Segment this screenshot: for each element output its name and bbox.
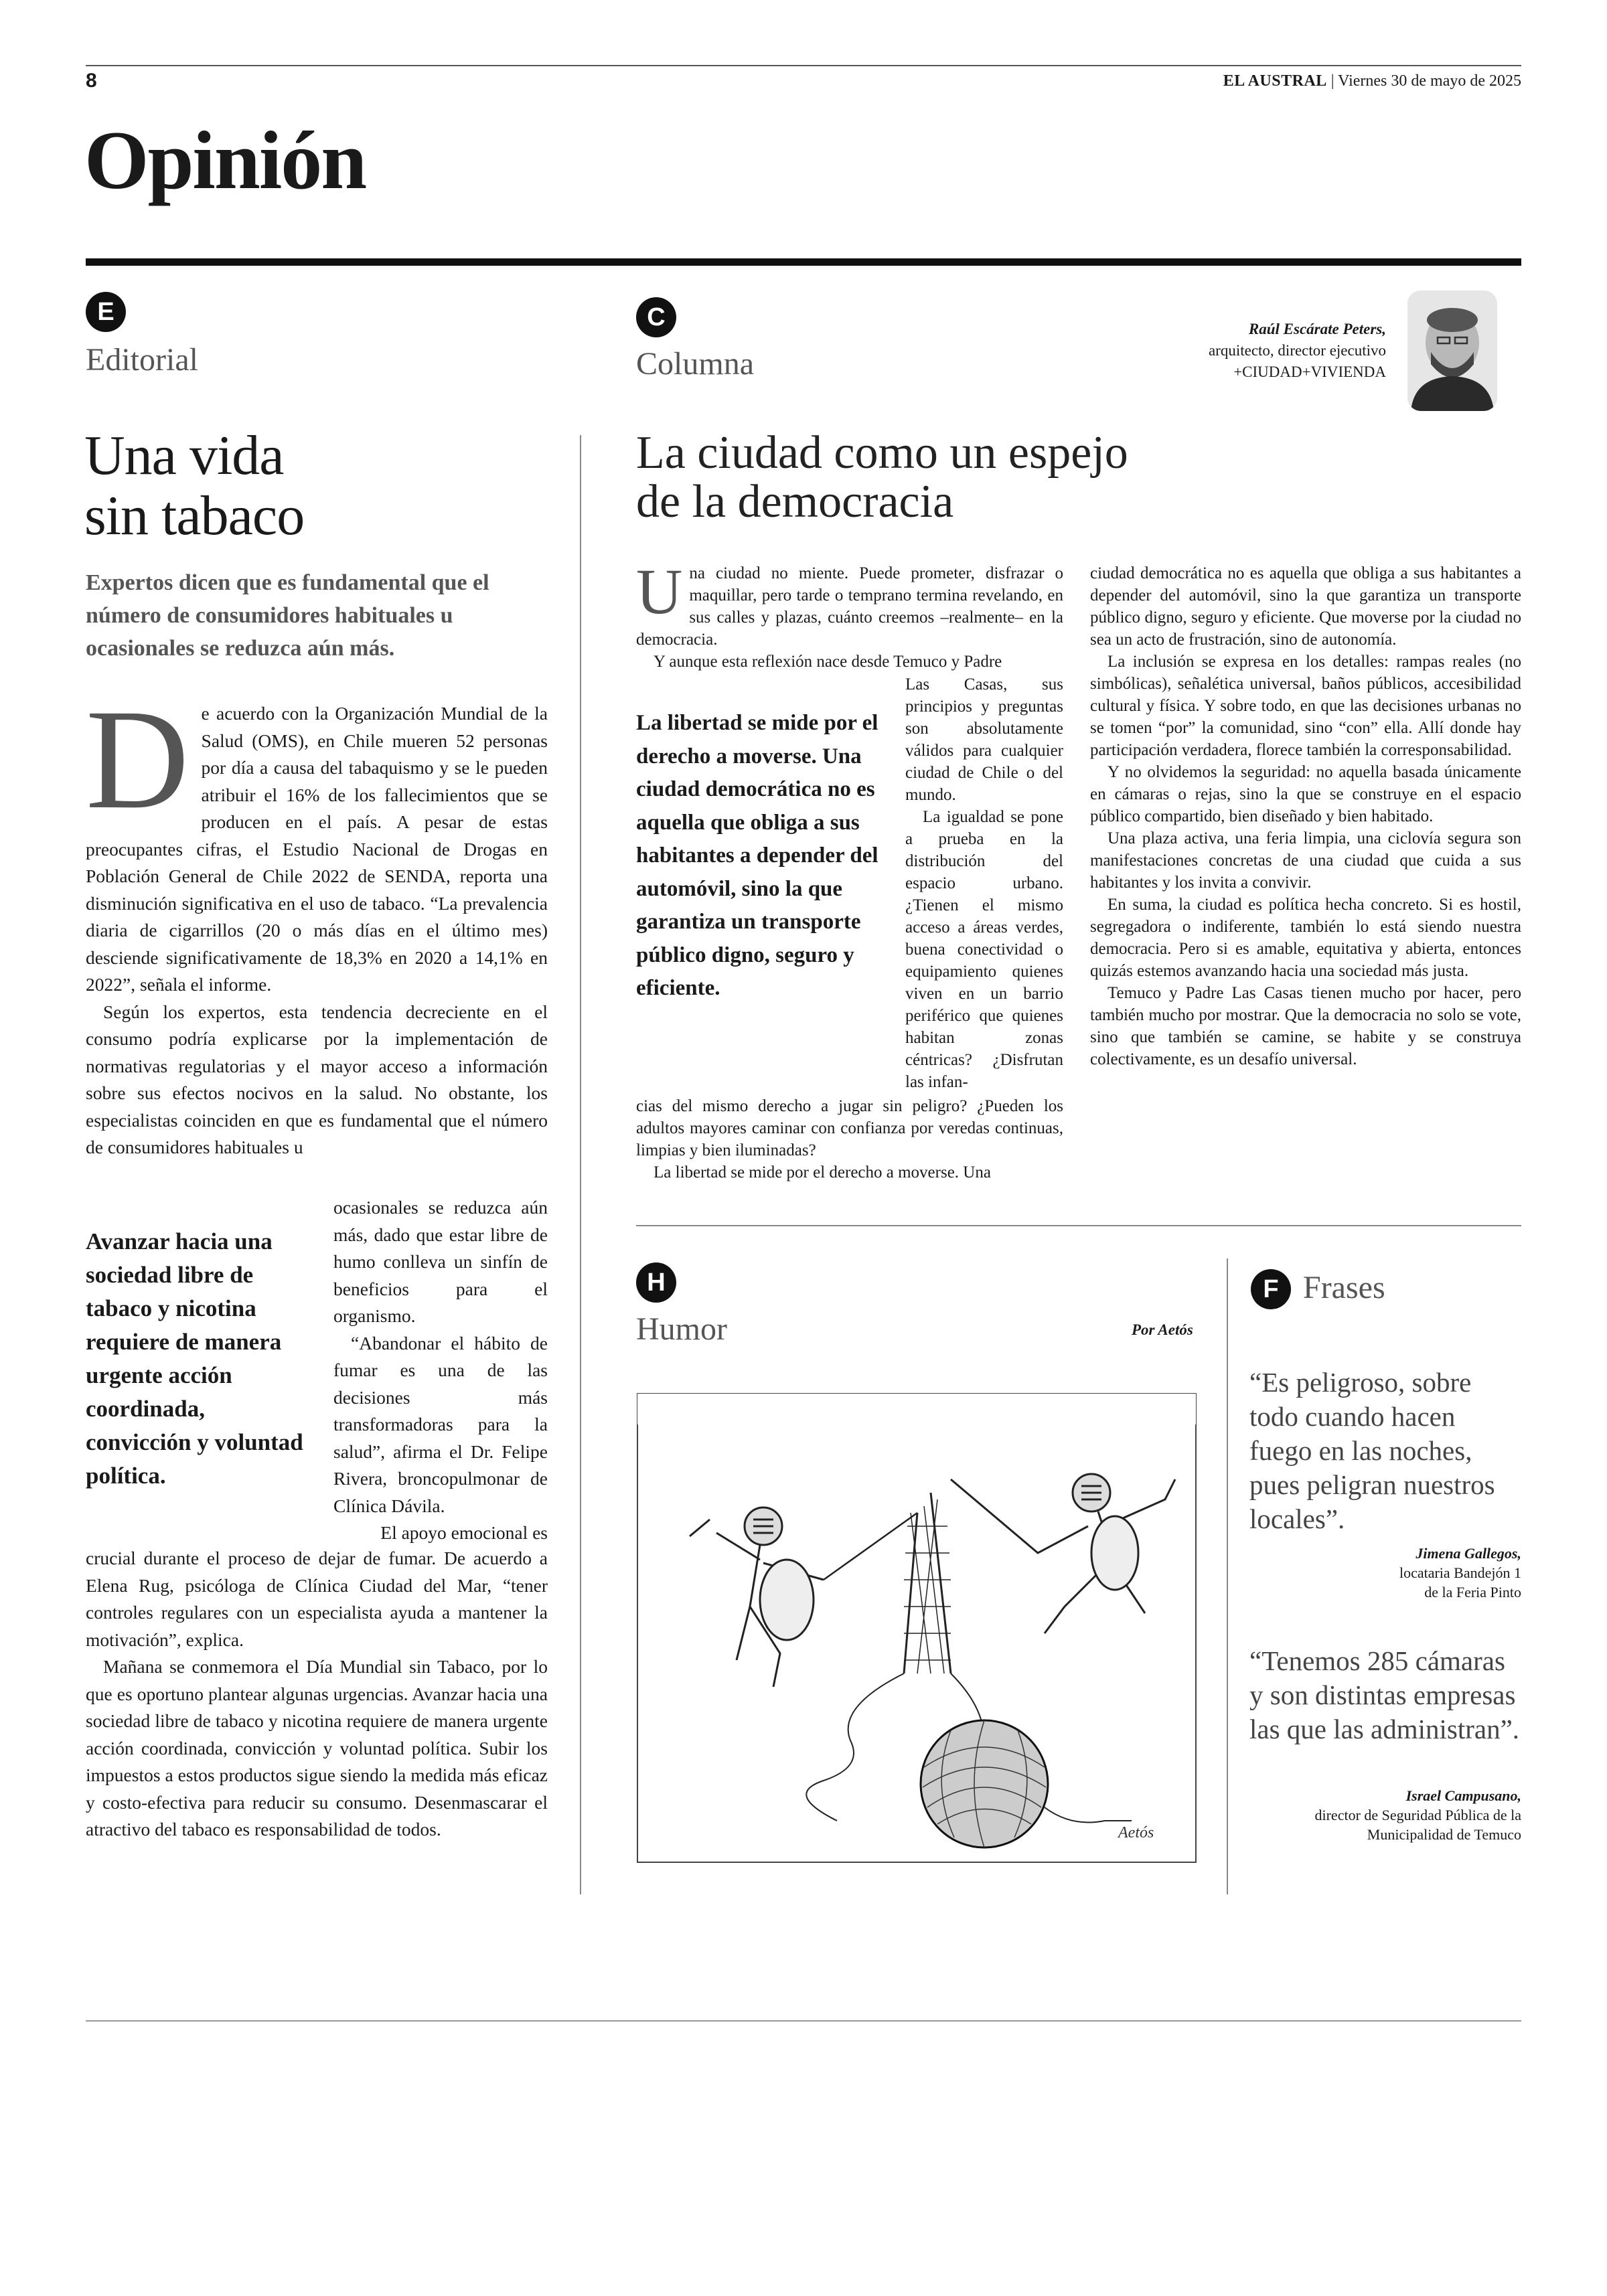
column-badge: C [636,297,676,337]
section-rule [86,258,1521,266]
humor-kicker: Humor [636,1311,727,1347]
page-bottom-rule [86,2020,1521,2022]
column-para9: Temuco y Padre Las Casas tienen mucho por hacer, pero también mucho por mostrar. Que la democracia no solo se vote, sino que también se camine, se habite y se construya colectivamente, es un desafío universal. [1090,984,1521,1068]
frases-quote1: “Es peligroso, sobre todo cuando hacen fuego en las noches, pues peligran nuestros locales”. [1249,1367,1495,1534]
column-body-b [636,1095,1063,1183]
editorial-badge: E [86,292,126,332]
column-para2: Y aunque esta reflexión nace desde Temuco y Padre [654,653,1002,671]
frases-badge: F [1251,1269,1291,1309]
column-para3-end: cias del mismo derecho a jugar sin peligro? ¿Pueden los adultos mayores caminar con confianza por veredas continuas, limpias y bien iluminadas? [636,1097,1063,1159]
frases-quote2: “Tenemos 285 cámaras y son distintas empresas las que las administran”. [1249,1645,1520,1744]
section-title: Opinión [84,114,366,206]
editorial-kicker: Editorial [86,342,198,378]
folio: EL AUSTRAL | Viernes 30 de mayo de 2025 [1223,72,1521,90]
editorial-para4-start: El apoyo emocional es [380,1522,548,1543]
column-para4-cont: ciudad democrática no es aquella que obliga a sus habitantes a depender del automóvil, sino la que garantiza un transporte público digno, seguro y eficiente. Que moverse por la ciudad no sea un acto de frustración, sino de autonomía. [1090,564,1521,649]
page-number: 8 [86,70,97,92]
column-body-a [636,556,1063,673]
issue-date: Viernes 30 de mayo de 2025 [1338,72,1521,90]
column-kicker: Columna [636,346,754,382]
editorial-body-side [333,1194,548,1547]
editorial-para2-cont: ocasionales se reduzca aún más, dado que estar libre de humo conlleva un sinfín de beneficios para el organismo. [333,1197,548,1326]
column-para2-cont: Las Casas, sus principios y preguntas son absolutamente válidos para cualquier ciudad de Chile o del mundo. [905,675,1063,804]
column-title [636,428,1128,526]
column-author [1209,319,1386,383]
quote2-name: Israel Campusano, [1405,1787,1521,1804]
quote1-name: Jimena Gallegos, [1415,1545,1521,1562]
humor-cartoon [636,1392,1197,1868]
editorial-para3: “Abandonar el hábito de fumar es una de las decisiones más transformadoras para la salud”, afirma el Dr. Felipe Rivera, broncopulmonar de Clínica Dávila. [333,1332,548,1516]
editorial-body-top [86,680,548,1161]
editorial-para5: Mañana se conmemora el Día Mundial sin Tabaco, por lo que es oportuno plantear algunas urgencias. Avanzar hacia una sociedad libre de tabaco y nicotina requiere de manera urgente acción coordinada, convicción y voluntad política. Subir los impuestos a estos productos sigue siendo la medida más eficaz y costo-efectiva para reducir su consumo. Desenmascarar el atractivo del tabaco es responsabilidad de todos. [86,1656,548,1839]
column-author-role2: +CIUDAD+VIVIENDA [1233,363,1386,380]
column-para3: La igualdad se pone a prueba en la distribución del espacio urbano. ¿Tienen el mismo acceso a áreas verdes, buena conectividad o equipamiento quienes viven en un barrio periférico que quienes habitan zonas céntricas? ¿Disfrutan las infan- [905,808,1063,1091]
frases-quote1-attribution [1253,1544,1521,1602]
column-title-line2: de la democracia [636,476,954,527]
editorial-deck: Expertos dicen que es fundamental que el número de consumidores habituales u ocasionales se reduzca aún más. [86,570,489,661]
column-bottom-rule [636,1225,1521,1226]
quote1-role1: locataria Bandejón 1 [1399,1564,1521,1581]
humor-byline: Por Aetós [1132,1321,1193,1338]
cartoon-signature: Aetós [1118,1824,1154,1841]
column-title-line1: La ciudad como un espejo [636,427,1128,479]
column-para8: En suma, la ciudad es política hecha concreto. Si es hostil, segregadora o indiferente, también lo está siendo nuestra democracia. Pero si es amable, equitativa y abierta, entonces quizás estemos avanzando hacia una sociedad más justa. [1090,896,1521,980]
column-para4: La libertad se mide por el derecho a moverse. Una [654,1163,991,1181]
column-author-name: Raúl Escárate Peters, [1248,321,1386,337]
editorial-para4-rest: crucial durante el proceso de dejar de fumar. De acuerdo a Elena Rug, psicóloga de Clínica Ciudad del Mar, “tener controles regulares con un especialista ayuda a mantener la motivación”, explica. [86,1548,548,1650]
editorial-pullquote: Avanzar hacia una sociedad libre de tabaco y nicotina requiere de manera urgente acción coordinada, convicción y voluntad política. [86,1228,303,1489]
author-portrait-icon [1407,291,1497,411]
column-para5: La inclusión se expresa en los detalles: rampas reales (no simbólicas), señalética universal, baños públicos, accesibilidad cultural y física. Y sobre todo, en que las decisiones urbanas no se tomen “por” la comunidad, sino “con” ella. Allí donde hay participación verdadera, florece también la corresponsabilidad. [1090,653,1521,759]
column-pullquote: La libertad se mide por el derecho a moverse. Una ciudad democrática no es aquella que obliga a sus habitantes a depender del automóvil, sino la que garantiza un transporte público digno, seguro y eficiente. [636,711,878,1000]
quote2-role2: Municipalidad de Temuco [1367,1826,1521,1843]
column-para1: na ciudad no miente. Puede prometer, disfrazar o maquillar, pero tarde o temprano termina revelando, en sus calles y plazas, cuánto creemos –realmente– en la democracia. [636,564,1063,649]
editorial-column-divider [580,435,581,1894]
author-photo [1407,291,1497,411]
humor-badge: H [636,1262,676,1303]
frases-kicker: Frases [1303,1270,1385,1305]
frases-quote2-attribution [1240,1786,1521,1844]
column-body-narrow [905,673,1063,1093]
column-dropcap: U [636,556,683,627]
column-para6: Y no olvidemos la seguridad: no aquella basada únicamente en cámaras o rejas, sino la que se construye en el espacio público compartido, bien diseñado y bien habitado. [1090,763,1521,825]
column-author-role1: arquitecto, director ejecutivo [1208,342,1386,359]
editorial-para2: Según los expertos, esta tendencia decreciente en el consumo podría explicarse por la implementación de normativas regulatorias y el mayor acceso a información sobre sus efectos nocivos en la salud. No obstante, los especialistas coinciden en que es fundamental que el número de consumidores habituales u [86,1001,548,1157]
editorial-para1: e acuerdo con la Organización Mundial de la Salud (OMS), en Chile mueren 52 personas por día a causa del tabaquismo y se le pueden atribuir el 16% de los fallecimientos que se producen en el país. A pesar de estas preocupantes cifras, el Estudio Nacional de Drogas en Población General de Chile 2022 de SENDA, reporta una disminución significativa en el uso de tabaco. “La prevalencia diaria de cigarrillos (20 o más días en el último mes) desciende significativamente de 18,3% en 2020 a 14,1% en 2022”, señala el informe. [86,703,548,995]
top-rule [86,65,1521,66]
quote1-role2: de la Feria Pinto [1424,1584,1521,1601]
column-body-right [1090,562,1521,1070]
editorial-body-bottom [86,1545,548,1843]
editorial-title-line2: sin tabaco [84,485,305,547]
fencing-cartoon-icon [636,1392,1197,1868]
column-para7: Una plaza activa, una feria limpia, una ciclovía segura son manifestaciones concretas de una ciudad que cuida a sus habitantes y los invita a convivir. [1090,829,1521,892]
brand-name: EL AUSTRAL [1223,72,1327,90]
editorial-title [84,426,304,546]
humor-frases-divider [1227,1258,1228,1894]
editorial-dropcap: D [86,680,189,839]
quote2-role1: director de Seguridad Pública de la [1314,1807,1521,1823]
editorial-title-line1: Una vida [84,424,284,487]
